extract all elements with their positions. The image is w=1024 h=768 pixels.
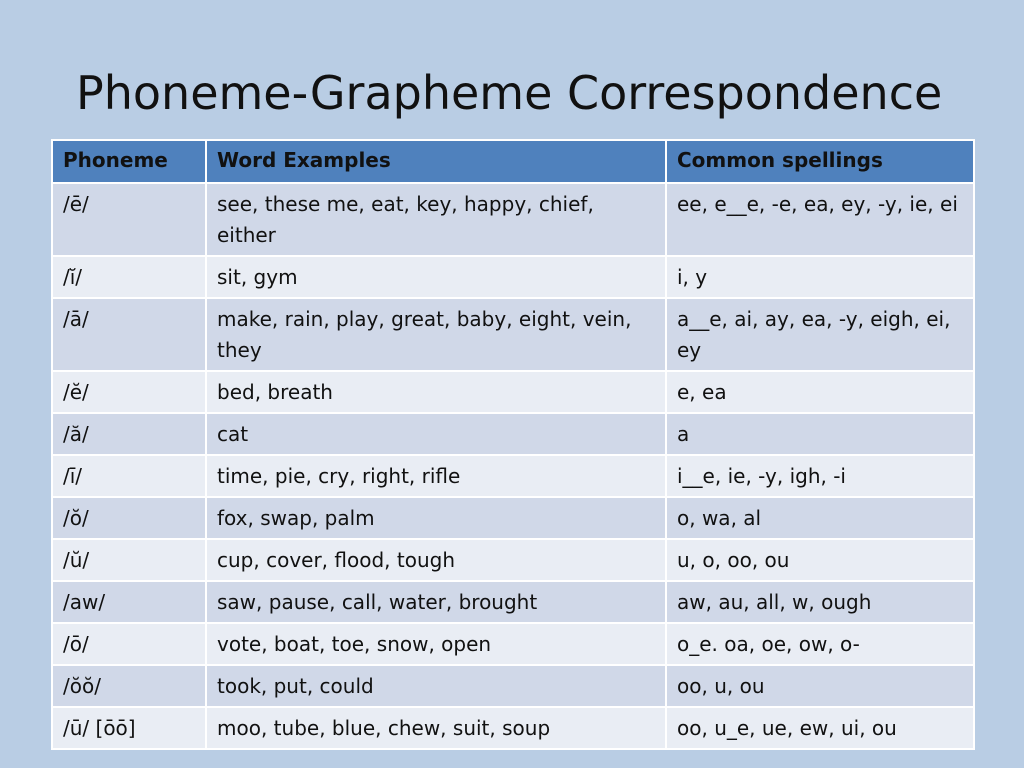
common-spellings-cell: i__e, ie, -y, igh, -i xyxy=(666,455,974,497)
common-spellings-cell: a__e, ai, ay, ea, -y, eigh, ei, ey xyxy=(666,298,974,371)
phoneme-cell: /ĕ/ xyxy=(52,371,206,413)
phoneme-cell: /ĭ/ xyxy=(52,256,206,298)
table-row xyxy=(52,539,974,581)
slide-title: Phoneme-Grapheme Correspondence xyxy=(76,66,943,120)
table-row xyxy=(52,256,974,298)
common-spellings-cell: oo, u, ou xyxy=(666,665,974,707)
phoneme-cell: /ă/ xyxy=(52,413,206,455)
common-spellings-cell: i, y xyxy=(666,256,974,298)
table-row xyxy=(52,455,974,497)
table-row xyxy=(52,581,974,623)
phoneme-cell: /ŏŏ/ xyxy=(52,665,206,707)
header-word-examples: Word Examples xyxy=(206,140,666,183)
common-spellings-cell: a xyxy=(666,413,974,455)
common-spellings-cell: ee, e__e, -e, ea, ey, -y, ie, ei xyxy=(666,183,974,256)
common-spellings-cell: oo, u_e, ue, ew, ui, ou xyxy=(666,707,974,749)
common-spellings-cell: o_e. oa, oe, ow, o- xyxy=(666,623,974,665)
word-examples-cell: saw, pause, call, water, brought xyxy=(206,581,666,623)
header-phoneme: Phoneme xyxy=(52,140,206,183)
table-header-row xyxy=(52,140,974,183)
phoneme-grapheme-table xyxy=(51,139,975,750)
table-row xyxy=(52,665,974,707)
table-row xyxy=(52,183,974,256)
common-spellings-cell: aw, au, all, w, ough xyxy=(666,581,974,623)
word-examples-cell: cat xyxy=(206,413,666,455)
phoneme-cell: /ī/ xyxy=(52,455,206,497)
word-examples-cell: bed, breath xyxy=(206,371,666,413)
phoneme-cell: /ŏ/ xyxy=(52,497,206,539)
table-row xyxy=(52,298,974,371)
table-row xyxy=(52,707,974,749)
word-examples-cell: moo, tube, blue, chew, suit, soup xyxy=(206,707,666,749)
phoneme-cell: /ŭ/ xyxy=(52,539,206,581)
common-spellings-cell: u, o, oo, ou xyxy=(666,539,974,581)
table-row xyxy=(52,413,974,455)
phoneme-cell: /ā/ xyxy=(52,298,206,371)
phoneme-cell: /ō/ xyxy=(52,623,206,665)
table-row xyxy=(52,623,974,665)
table-row xyxy=(52,497,974,539)
word-examples-cell: took, put, could xyxy=(206,665,666,707)
word-examples-cell: make, rain, play, great, baby, eight, vein, they xyxy=(206,298,666,371)
word-examples-cell: fox, swap, palm xyxy=(206,497,666,539)
word-examples-cell: see, these me, eat, key, happy, chief, either xyxy=(206,183,666,256)
common-spellings-cell: e, ea xyxy=(666,371,974,413)
word-examples-cell: cup, cover, flood, tough xyxy=(206,539,666,581)
common-spellings-cell: o, wa, al xyxy=(666,497,974,539)
header-common-spellings: Common spellings xyxy=(666,140,974,183)
table-row xyxy=(52,371,974,413)
word-examples-cell: time, pie, cry, right, rifle xyxy=(206,455,666,497)
word-examples-cell: sit, gym xyxy=(206,256,666,298)
phoneme-cell: /aw/ xyxy=(52,581,206,623)
phoneme-cell: /ē/ xyxy=(52,183,206,256)
word-examples-cell: vote, boat, toe, snow, open xyxy=(206,623,666,665)
phoneme-cell: /ū/ [ōō] xyxy=(52,707,206,749)
